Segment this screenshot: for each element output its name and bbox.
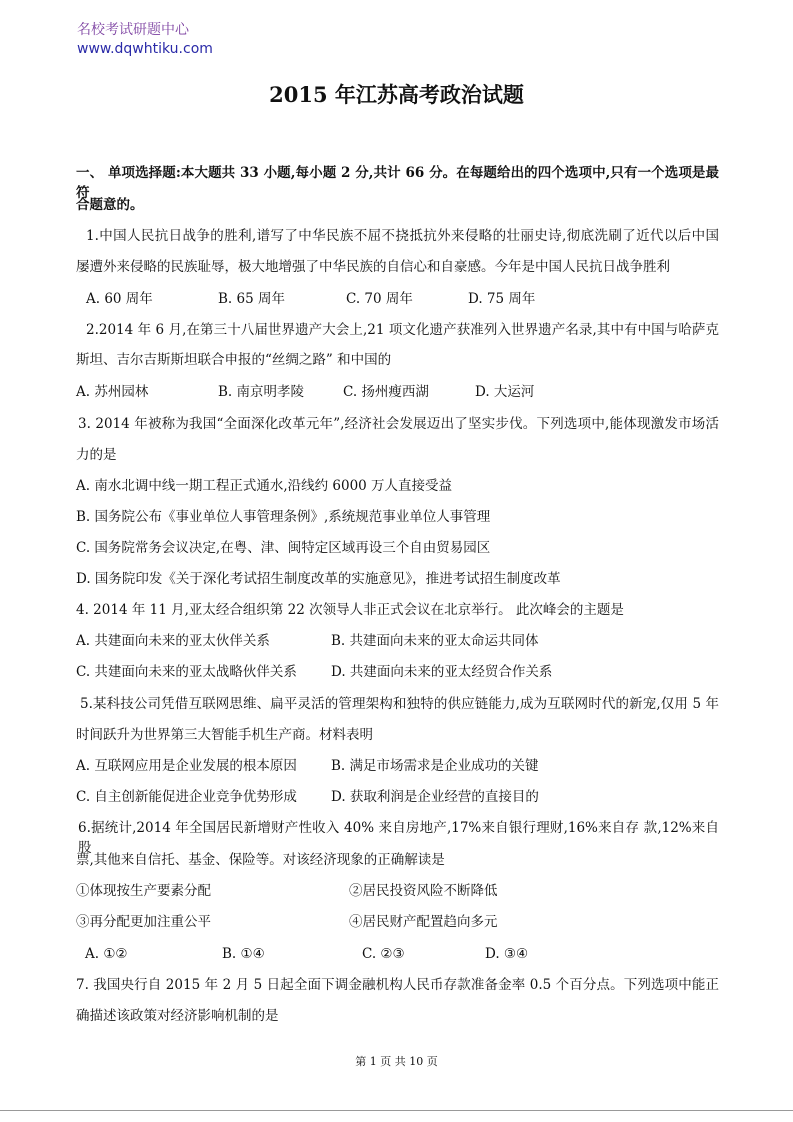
question-2-option-d: D. 大运河 (475, 384, 535, 400)
question-7-stem: 7. 我国央行自 2015 年 2 月 5 日起全面下调金融机构人民币存款准备金率 0.5 个百分点。下列选项中能正 (76, 977, 719, 993)
question-5-option-c: C. 自主创新能促进企业竞争优势形成 (76, 789, 297, 805)
question-3-stem: 3. 2014 年被称为我国“全面深化改革元年”,经济社会发展迈出了坚实步伐。下列选项中,能体现激发市场活 (78, 416, 719, 432)
question-3-option-a: A. 南水北调中线一期工程正式通水,沿线约 6000 万人直接受益 (76, 478, 453, 494)
question-4-option-b: B. 共建面向未来的亚太命运共同体 (331, 633, 539, 649)
question-6-option-b: B. ①④ (222, 946, 265, 962)
question-2-option-c: C. 扬州瘦西湖 (343, 384, 429, 400)
watermark-website: www.dqwhtiku.com (77, 41, 213, 57)
question-1-stem-cont: 屡遭外来侵略的民族耻辱，极大地增强了中华民族的自信心和自豪感。今年是中国人民抗日战争胜利 (76, 259, 670, 275)
question-6-option-a: A. ①② (85, 946, 128, 962)
question-5-stem: 5.某科技公司凭借互联网思维、扁平灵活的管理架构和独特的供应链能力,成为互联网时代的新宠,仅用 5 年 (80, 696, 719, 712)
section-heading-cont: 合题意的。 (76, 197, 144, 213)
question-1-option-c: C. 70 周年 (346, 291, 413, 307)
question-6-statement-1: ①体现按生产要素分配 (76, 883, 211, 899)
question-2-stem-cont: 斯坦、吉尔吉斯斯坦联合申报的“丝绸之路” 和中国的 (76, 352, 392, 368)
question-1-option-a: A. 60 周年 (86, 291, 153, 307)
question-1-stem: 1.中国人民抗日战争的胜利,谱写了中华民族不屈不挠抵抗外来侵略的壮丽史诗,彻底洗刷了近代以后中国 (86, 228, 719, 244)
question-6-statement-4: ④居民财产配置趋向多元 (349, 914, 498, 930)
question-3-option-d: D. 国务院印发《关于深化考试招生制度改革的实施意见》，推进考试招生制度改革 (76, 571, 561, 587)
bottom-divider (0, 1110, 793, 1111)
question-4-option-c: C. 共建面向未来的亚太战略伙伴关系 (76, 664, 297, 680)
question-7-stem-cont: 确描述该政策对经济影响机制的是 (76, 1008, 279, 1024)
question-5-option-a: A. 互联网应用是企业发展的根本原因 (76, 758, 297, 774)
question-5-option-d: D. 获取利润是企业经营的直接目的 (331, 789, 539, 805)
question-4-option-a: A. 共建面向未来的亚太伙伴关系 (76, 633, 270, 649)
question-2-option-b: B. 南京明孝陵 (218, 384, 305, 400)
section-heading: 一、 单项选择题:本大题共 33 小题,每小题 2 分,共计 66 分。在每题给出的四个选项中,只有一个选项是最符 (76, 165, 719, 201)
question-5-option-b: B. 满足市场需求是企业成功的关键 (331, 758, 539, 774)
watermark-org-name: 名校考试研题中心 (77, 22, 189, 38)
question-1-option-d: D. 75 周年 (468, 291, 536, 307)
question-6-option-d: D. ③④ (485, 946, 529, 962)
question-6-stem-cont: 票,其他来自信托、基金、保险等。对该经济现象的正确解读是 (76, 852, 445, 868)
question-4-stem: 4. 2014 年 11 月,亚太经合组织第 22 次领导人非正式会议在北京举行。 此次峰会的主题是 (76, 602, 624, 618)
question-5-stem-cont: 时间跃升为世界第三大智能手机生产商。材料表明 (76, 727, 373, 743)
page-title: 2015 年江苏高考政治试题 (269, 82, 524, 107)
question-6-option-c: C. ②③ (362, 946, 405, 962)
question-4-option-d: D. 共建面向未来的亚太经贸合作关系 (331, 664, 553, 680)
question-3-option-b: B. 国务院公布《事业单位人事管理条例》,系统规范事业单位人事管理 (76, 509, 491, 525)
question-6-stem: 6.据统计,2014 年全国居民新增财产性收入 40% 来自房地产,17%来自银行理财,16%来自存 款,12%来自股 (78, 820, 719, 856)
page-footer: 第 1 页 共 10 页 (355, 1055, 438, 1068)
question-6-statement-3: ③再分配更加注重公平 (76, 914, 211, 930)
question-3-option-c: C. 国务院常务会议决定,在粤、津、闽特定区域再设三个自由贸易园区 (76, 540, 491, 556)
question-1-option-b: B. 65 周年 (218, 291, 285, 307)
question-2-option-a: A. 苏州园林 (76, 384, 149, 400)
question-6-statement-2: ②居民投资风险不断降低 (349, 883, 498, 899)
question-3-stem-cont: 力的是 (76, 447, 117, 463)
question-2-stem: 2.2014 年 6 月,在第三十八届世界遗产大会上,21 项文化遗产获准列入世界遗产名录,其中有中国与哈萨克 (86, 322, 719, 338)
